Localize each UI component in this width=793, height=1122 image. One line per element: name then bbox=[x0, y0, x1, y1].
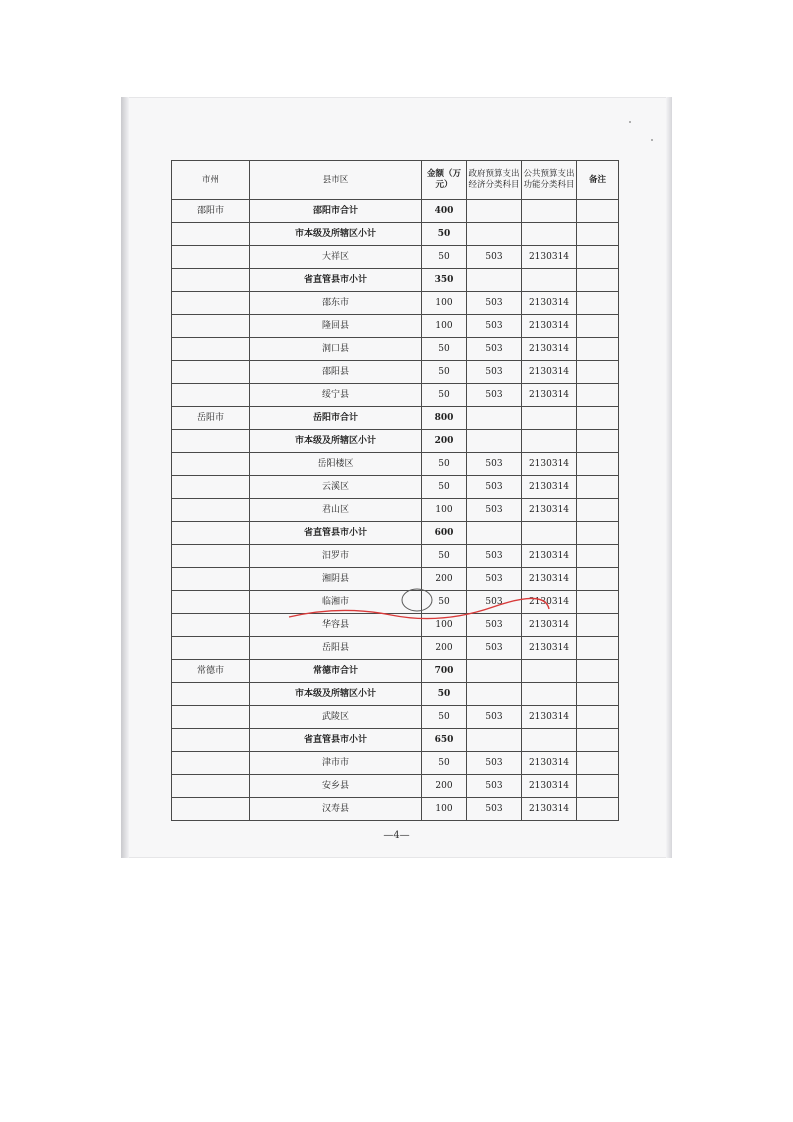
cell-county: 绥宁县 bbox=[250, 384, 422, 407]
cell-amount: 50 bbox=[422, 246, 467, 269]
table-row bbox=[172, 522, 619, 545]
cell-economic-class: 503 bbox=[467, 775, 522, 798]
table-row bbox=[172, 453, 619, 476]
cell-county: 临湘市 bbox=[250, 591, 422, 614]
cell-remarks bbox=[577, 568, 619, 591]
cell-amount: 50 bbox=[422, 476, 467, 499]
table-row bbox=[172, 545, 619, 568]
table-row bbox=[172, 660, 619, 683]
cell-city bbox=[172, 246, 250, 269]
cell-economic-class: 503 bbox=[467, 591, 522, 614]
cell-function-class bbox=[522, 729, 577, 752]
table-row bbox=[172, 338, 619, 361]
cell-county: 市本级及所辖区小计 bbox=[250, 223, 422, 246]
cell-city: 邵阳市 bbox=[172, 200, 250, 223]
cell-function-class bbox=[522, 200, 577, 223]
budget-table bbox=[171, 160, 619, 821]
cell-amount: 100 bbox=[422, 614, 467, 637]
scanned-page bbox=[121, 97, 672, 858]
cell-amount: 50 bbox=[422, 384, 467, 407]
cell-amount: 50 bbox=[422, 361, 467, 384]
cell-amount: 100 bbox=[422, 315, 467, 338]
cell-economic-class: 503 bbox=[467, 338, 522, 361]
cell-city bbox=[172, 729, 250, 752]
table-row bbox=[172, 614, 619, 637]
table-row bbox=[172, 729, 619, 752]
cell-economic-class bbox=[467, 729, 522, 752]
cell-remarks bbox=[577, 223, 619, 246]
cell-county: 大祥区 bbox=[250, 246, 422, 269]
cell-county: 省直管县市小计 bbox=[250, 729, 422, 752]
cell-remarks bbox=[577, 384, 619, 407]
page-number: —4— bbox=[383, 830, 410, 841]
cell-city bbox=[172, 683, 250, 706]
cell-city bbox=[172, 269, 250, 292]
cell-amount: 800 bbox=[422, 407, 467, 430]
cell-amount: 50 bbox=[422, 223, 467, 246]
table-row bbox=[172, 430, 619, 453]
cell-remarks bbox=[577, 522, 619, 545]
cell-function-class: 2130314 bbox=[522, 706, 577, 729]
cell-county: 汨罗市 bbox=[250, 545, 422, 568]
cell-city bbox=[172, 591, 250, 614]
table-row bbox=[172, 775, 619, 798]
cell-economic-class bbox=[467, 407, 522, 430]
cell-function-class: 2130314 bbox=[522, 752, 577, 775]
cell-economic-class bbox=[467, 430, 522, 453]
cell-remarks bbox=[577, 637, 619, 660]
cell-remarks bbox=[577, 729, 619, 752]
cell-county: 云溪区 bbox=[250, 476, 422, 499]
cell-amount: 50 bbox=[422, 591, 467, 614]
cell-function-class: 2130314 bbox=[522, 338, 577, 361]
cell-county: 岳阳楼区 bbox=[250, 453, 422, 476]
cell-function-class: 2130314 bbox=[522, 798, 577, 821]
cell-remarks bbox=[577, 453, 619, 476]
cell-function-class: 2130314 bbox=[522, 614, 577, 637]
cell-remarks bbox=[577, 798, 619, 821]
cell-amount: 50 bbox=[422, 545, 467, 568]
cell-city bbox=[172, 384, 250, 407]
cell-remarks bbox=[577, 775, 619, 798]
cell-county: 武陵区 bbox=[250, 706, 422, 729]
cell-function-class bbox=[522, 430, 577, 453]
cell-county: 市本级及所辖区小计 bbox=[250, 430, 422, 453]
cell-remarks bbox=[577, 752, 619, 775]
cell-function-class: 2130314 bbox=[522, 315, 577, 338]
table-row bbox=[172, 361, 619, 384]
cell-amount: 100 bbox=[422, 499, 467, 522]
cell-county: 省直管县市小计 bbox=[250, 269, 422, 292]
cell-city bbox=[172, 315, 250, 338]
cell-remarks bbox=[577, 246, 619, 269]
cell-amount: 350 bbox=[422, 269, 467, 292]
table-body bbox=[172, 200, 619, 821]
cell-city bbox=[172, 522, 250, 545]
table-row bbox=[172, 246, 619, 269]
cell-economic-class bbox=[467, 269, 522, 292]
table-row bbox=[172, 292, 619, 315]
cell-economic-class: 503 bbox=[467, 292, 522, 315]
cell-economic-class: 503 bbox=[467, 246, 522, 269]
cell-county: 市本级及所辖区小计 bbox=[250, 683, 422, 706]
cell-city bbox=[172, 453, 250, 476]
cell-remarks bbox=[577, 430, 619, 453]
cell-economic-class: 503 bbox=[467, 614, 522, 637]
cell-economic-class bbox=[467, 660, 522, 683]
cell-function-class: 2130314 bbox=[522, 637, 577, 660]
table-row bbox=[172, 269, 619, 292]
cell-city bbox=[172, 775, 250, 798]
header-county: 县市区 bbox=[250, 161, 422, 200]
cell-county: 邵东市 bbox=[250, 292, 422, 315]
cell-economic-class: 503 bbox=[467, 637, 522, 660]
cell-amount: 200 bbox=[422, 637, 467, 660]
cell-economic-class: 503 bbox=[467, 384, 522, 407]
cell-economic-class bbox=[467, 683, 522, 706]
cell-remarks bbox=[577, 614, 619, 637]
cell-remarks bbox=[577, 292, 619, 315]
table-row bbox=[172, 637, 619, 660]
cell-remarks bbox=[577, 476, 619, 499]
cell-function-class bbox=[522, 660, 577, 683]
cell-remarks bbox=[577, 269, 619, 292]
cell-function-class: 2130314 bbox=[522, 453, 577, 476]
cell-remarks bbox=[577, 315, 619, 338]
cell-remarks bbox=[577, 407, 619, 430]
cell-amount: 50 bbox=[422, 338, 467, 361]
header-function-class: 公共预算支出功能分类科目 bbox=[522, 161, 577, 200]
cell-economic-class: 503 bbox=[467, 315, 522, 338]
cell-county: 君山区 bbox=[250, 499, 422, 522]
cell-county: 洞口县 bbox=[250, 338, 422, 361]
cell-city bbox=[172, 614, 250, 637]
cell-remarks bbox=[577, 591, 619, 614]
cell-remarks bbox=[577, 706, 619, 729]
cell-economic-class: 503 bbox=[467, 545, 522, 568]
table-header-row bbox=[172, 161, 619, 200]
cell-city bbox=[172, 430, 250, 453]
cell-city bbox=[172, 292, 250, 315]
cell-economic-class: 503 bbox=[467, 706, 522, 729]
cell-amount: 100 bbox=[422, 798, 467, 821]
cell-function-class: 2130314 bbox=[522, 292, 577, 315]
cell-county: 邵阳县 bbox=[250, 361, 422, 384]
table-row bbox=[172, 683, 619, 706]
header-remarks: 备注 bbox=[577, 161, 619, 200]
cell-amount: 100 bbox=[422, 292, 467, 315]
cell-function-class: 2130314 bbox=[522, 246, 577, 269]
cell-county: 汉寿县 bbox=[250, 798, 422, 821]
cell-function-class: 2130314 bbox=[522, 361, 577, 384]
cell-economic-class bbox=[467, 223, 522, 246]
table-row bbox=[172, 568, 619, 591]
cell-county: 隆回县 bbox=[250, 315, 422, 338]
cell-function-class: 2130314 bbox=[522, 476, 577, 499]
table-row bbox=[172, 384, 619, 407]
cell-city bbox=[172, 752, 250, 775]
cell-county: 岳阳县 bbox=[250, 637, 422, 660]
cell-county: 安乡县 bbox=[250, 775, 422, 798]
cell-county: 湘阴县 bbox=[250, 568, 422, 591]
cell-amount: 200 bbox=[422, 775, 467, 798]
cell-function-class: 2130314 bbox=[522, 775, 577, 798]
cell-function-class: 2130314 bbox=[522, 499, 577, 522]
cell-city bbox=[172, 476, 250, 499]
cell-remarks bbox=[577, 361, 619, 384]
cell-function-class: 2130314 bbox=[522, 384, 577, 407]
cell-economic-class: 503 bbox=[467, 361, 522, 384]
cell-city bbox=[172, 545, 250, 568]
cell-economic-class bbox=[467, 200, 522, 223]
cell-amount: 650 bbox=[422, 729, 467, 752]
cell-city bbox=[172, 223, 250, 246]
cell-economic-class: 503 bbox=[467, 798, 522, 821]
cell-remarks bbox=[577, 683, 619, 706]
cell-economic-class: 503 bbox=[467, 476, 522, 499]
cell-county: 华容县 bbox=[250, 614, 422, 637]
cell-amount: 200 bbox=[422, 430, 467, 453]
table-row bbox=[172, 798, 619, 821]
table-row bbox=[172, 315, 619, 338]
table-row bbox=[172, 752, 619, 775]
cell-remarks bbox=[577, 200, 619, 223]
cell-economic-class: 503 bbox=[467, 568, 522, 591]
header-economic-class: 政府预算支出经济分类科目 bbox=[467, 161, 522, 200]
cell-county: 岳阳市合计 bbox=[250, 407, 422, 430]
cell-amount: 400 bbox=[422, 200, 467, 223]
cell-function-class bbox=[522, 223, 577, 246]
table-row bbox=[172, 223, 619, 246]
cell-county: 省直管县市小计 bbox=[250, 522, 422, 545]
cell-county: 邵阳市合计 bbox=[250, 200, 422, 223]
cell-city bbox=[172, 499, 250, 522]
cell-city bbox=[172, 637, 250, 660]
cell-function-class bbox=[522, 269, 577, 292]
cell-amount: 50 bbox=[422, 752, 467, 775]
table-row bbox=[172, 499, 619, 522]
header-amount: 金额（万元） bbox=[422, 161, 467, 200]
cell-function-class bbox=[522, 683, 577, 706]
cell-economic-class: 503 bbox=[467, 752, 522, 775]
cell-city bbox=[172, 798, 250, 821]
cell-county: 常德市合计 bbox=[250, 660, 422, 683]
table-row bbox=[172, 591, 619, 614]
table-row bbox=[172, 476, 619, 499]
cell-amount: 200 bbox=[422, 568, 467, 591]
header-city: 市州 bbox=[172, 161, 250, 200]
cell-function-class bbox=[522, 522, 577, 545]
scan-speck bbox=[629, 121, 631, 123]
scan-speck bbox=[651, 139, 653, 141]
cell-function-class: 2130314 bbox=[522, 545, 577, 568]
cell-function-class: 2130314 bbox=[522, 568, 577, 591]
cell-remarks bbox=[577, 499, 619, 522]
cell-city bbox=[172, 706, 250, 729]
cell-city bbox=[172, 338, 250, 361]
cell-city bbox=[172, 568, 250, 591]
cell-remarks bbox=[577, 545, 619, 568]
cell-function-class: 2130314 bbox=[522, 591, 577, 614]
table-row bbox=[172, 200, 619, 223]
cell-function-class bbox=[522, 407, 577, 430]
table-row bbox=[172, 706, 619, 729]
cell-county: 津市市 bbox=[250, 752, 422, 775]
cell-amount: 50 bbox=[422, 683, 467, 706]
cell-amount: 600 bbox=[422, 522, 467, 545]
cell-amount: 700 bbox=[422, 660, 467, 683]
cell-city: 常德市 bbox=[172, 660, 250, 683]
cell-remarks bbox=[577, 338, 619, 361]
cell-economic-class: 503 bbox=[467, 499, 522, 522]
cell-remarks bbox=[577, 660, 619, 683]
cell-city: 岳阳市 bbox=[172, 407, 250, 430]
table-row bbox=[172, 407, 619, 430]
cell-city bbox=[172, 361, 250, 384]
cell-amount: 50 bbox=[422, 453, 467, 476]
cell-economic-class bbox=[467, 522, 522, 545]
cell-amount: 50 bbox=[422, 706, 467, 729]
cell-economic-class: 503 bbox=[467, 453, 522, 476]
